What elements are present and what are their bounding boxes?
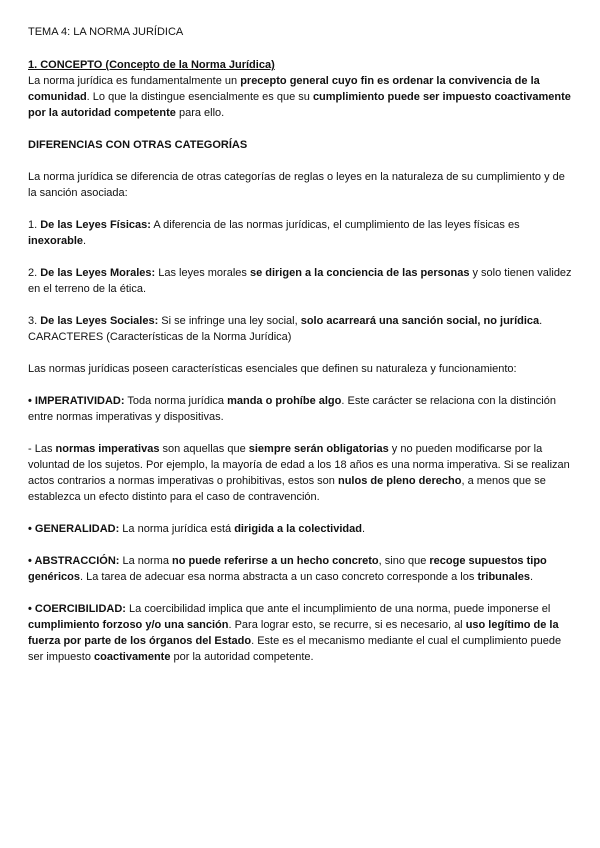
leyes-fisicas-item: 1. De las Leyes Físicas: A diferencia de las normas jurídicas, el cumplimiento de las leyes físicas es inexorable. — [28, 219, 520, 247]
generalidad-item: • GENERALIDAD: La norma jurídica está dirigida a la colectividad. — [28, 523, 366, 535]
diferencias-intro: La norma jurídica se diferencia de otras categorías de reglas o leyes en la naturaleza de su cumplimiento y de la sanción asociada: — [28, 171, 565, 199]
document-title: TEMA 4: LA NORMA JURÍDICA — [28, 26, 184, 38]
leyes-sociales-item: 3. De las Leyes Sociales: Si se infringe una ley social, solo acarreará una sanción social, no jurídica. CARACTERES (Características de la Norma Jurídica) — [28, 315, 543, 343]
caracteres-intro: Las normas jurídicas poseen características esenciales que definen su naturaleza y funcionamiento: — [28, 363, 517, 375]
coercibilidad-item: • COERCIBILIDAD: La coercibilidad implica que ante el incumplimiento de una norma, puede imponerse el cumplimiento forzoso y/o una sanción. Para lograr esto, se recurre, si es necesario, al uso legítimo de la fuerza por parte de los órganos del Estado. Este es el mecanismo mediante el cual el cumplimiento puede ser impuesto coactivamente por la autoridad competente. — [28, 603, 562, 663]
abstraccion-item: • ABSTRACCIÓN: La norma no puede referirse a un hecho concreto, sino que recoge supuestos tipo genéricos. La tarea de adecuar esa norma abstracta a un caso concreto corresponde a los tribunales. — [28, 555, 547, 583]
concepto-heading: 1. CONCEPTO (Concepto de la Norma Jurídica) — [28, 59, 275, 71]
caracteres-heading: CARACTERES (Características de la Norma Jurídica) — [28, 331, 292, 343]
leyes-morales-item: 2. De las Leyes Morales: Las leyes morales se dirigen a la conciencia de las personas y solo tienen validez en el terreno de la ética. — [28, 267, 572, 295]
imperatividad-item: • IMPERATIVIDAD: Toda norma jurídica manda o prohíbe algo. Este carácter se relaciona con la distinción entre normas imperativas y dispositivas. — [28, 395, 556, 423]
normas-imperativas-item: - Las normas imperativas son aquellas que siempre serán obligatorias y no pueden modificarse por la voluntad de los sujetos. Por ejemplo, la mayoría de edad a los 18 años es una norma imperativa. Si se realizan actos contrarios a normas imperativas o prohibitivas, estos son nulos de pleno derecho, a menos que se establezca un efecto distinto para el caso de contravención. — [28, 443, 570, 503]
concepto-paragraph: La norma jurídica es fundamentalmente un precepto general cuyo fin es ordenar la convivencia de la comunidad. Lo que la distingue esencialmente es que su cumplimiento puede ser impuesto coactivamente por la autoridad competente para ello. — [28, 75, 571, 119]
diferencias-heading: DIFERENCIAS CON OTRAS CATEGORÍAS — [28, 139, 248, 151]
